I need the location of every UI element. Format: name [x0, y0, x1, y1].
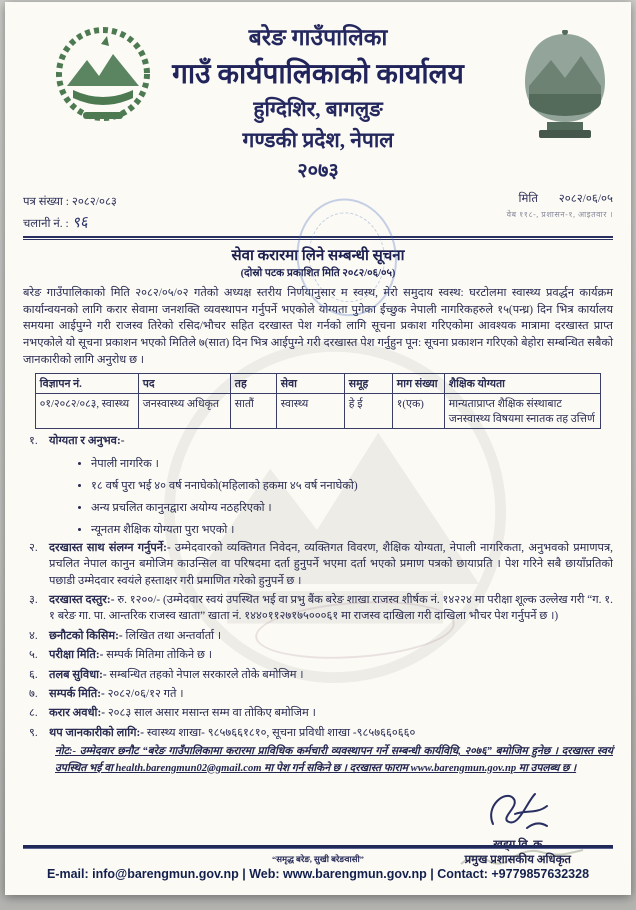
cell-level: सातौं [230, 393, 276, 428]
list-item-exam-date [29, 647, 613, 663]
document-page [5, 2, 631, 895]
notice-title: सेवा करारमा लिने सम्बन्धी सूचना [231, 248, 405, 264]
signer-designation: प्रमुख प्रशासकीय अधिकृत [464, 854, 571, 866]
header-divider [23, 236, 613, 240]
table-row [35, 393, 600, 428]
municipality-motto: “समृद्ध बरेङ, सुखी बरेङवासी” [272, 854, 364, 864]
list-item-contract-period [29, 705, 613, 721]
list-item-more-info [29, 725, 613, 741]
footer-divider [23, 845, 613, 849]
list-item-qualification [29, 433, 613, 449]
list-item-fee [29, 592, 613, 625]
cell-advertisement-no: ०१/२०८२/०८३, स्वास्थ्य [35, 393, 138, 428]
item-text: सम्बन्धित तहको नेपाल सरकारले तोके बमोजिम । [109, 668, 304, 681]
item-text: सम्पर्क मितिमा तोकिने छ । [106, 649, 213, 662]
col-group: समूह [344, 373, 392, 393]
address-line: हुग्दिशिर, बागलुङ [253, 97, 383, 121]
item-label: परीक्षा मिति:- [49, 649, 104, 662]
bullet-age: • १८ वर्ष पुरा भई ४० वर्ष ननाघेको(महिलाको हकमा ४५ वर्ष ननाघेको) [91, 478, 613, 493]
item-number: १. [29, 434, 38, 447]
item-label: छनौटको किसिम:- [49, 629, 123, 642]
establishment-year: २०७३ [297, 160, 339, 182]
contact-line: E-mail: info@barengmun.gov.np | Web: www.barengmun.gov.np | Contact: +9779857632328 [46, 867, 590, 881]
item-number: ३. [29, 594, 38, 607]
municipality-emblem-icon [513, 30, 617, 148]
letter-number: पत्र संख्या : २०८२/०८३ [23, 196, 117, 208]
item-number: ४. [29, 629, 38, 642]
province-line: गण्डकी प्रदेश, नेपाल [242, 128, 394, 152]
letter-meta [23, 191, 613, 232]
municipality-name: बरेङ गाउँपालिका [248, 25, 388, 50]
qualification-bullets [91, 456, 613, 537]
bullet-citizen: • नेपाली नागरिक । [91, 456, 613, 471]
office-name: गाउँ कार्यपालिकाको कार्यालय [172, 59, 464, 90]
item-text: २०८२/०६/१२ गते । [107, 687, 184, 700]
item-number: ५. [29, 649, 38, 662]
cell-group: हे ई [344, 393, 392, 428]
chalani-label: चलानी नं. : [23, 218, 69, 230]
page-footer [23, 845, 613, 881]
item-number: ६. [29, 668, 38, 681]
item-text: स्वास्थ्य शाखा- ९८५७६६१८१०, सूचना प्रविधी शाखा -९८५७६६०६६० [146, 726, 416, 739]
handwritten-signature [475, 784, 561, 836]
col-qualification: शैक्षिक योग्यता [444, 373, 600, 393]
item-number: ७. [29, 687, 38, 700]
date-value: २०८२/०६/०५ [558, 193, 613, 205]
item-label: थप जानकारीको लागि:- [49, 726, 145, 739]
cell-demand-count: १(एक) [392, 393, 444, 428]
item-label: योग्यता र अनुभव:- [49, 434, 125, 447]
item-label: सम्पर्क मिति:- [49, 687, 105, 700]
item-label: दरखास्त दस्तुर:- [49, 594, 115, 607]
list-item-contact-date [29, 686, 613, 702]
col-demand-count: माग संख्या [392, 373, 444, 393]
nepal-emblem-icon [53, 24, 153, 128]
list-item-documents [29, 540, 613, 589]
col-service: सेवा [276, 373, 344, 393]
item-text: लिखित तथा अन्तर्वार्ता । [125, 629, 222, 642]
note-paragraph: नोट:- उम्मेदवार छनौट “बरेङ गाउँपालिकामा करारमा प्राविधिक कर्मचारी व्यवस्थापन गर्ने सम्बन्धी कार्यविधि, २०७६” बमोजिम हुनेछ । दरखास्त स्वयं उपस्थित भई वा health.barengmun02@gmail.com मा पेश गर्न सकिने छ । दरखास्त फाराम www.barengmun.gov.np मा उपलब्ध छ । [55, 746, 613, 774]
letterhead [23, 16, 613, 183]
notice-subtitle: (दोस्रो पटक प्रकाशित मिति २०८२/०६/०५) [240, 268, 396, 279]
list-item-selection-type [29, 628, 613, 644]
item-text: उम्मेदवारको व्यक्तिगत निवेदन, व्यक्तिगत विवरण, शैक्षिक योग्यता, नेपाली नागरिकता, अनुभवको प्रमाणपत्र, प्रचलित नेपाल कानुन बमोजिम काउन्सिल वा परिषदमा दर्ता हुनुपर्ने भएमा दर्ता भएको प्रमाण पत्रको छायाप्रति । पेश गरिने सबै छायाँप्रतिको पछाडी उम्मेदवार स्वयंले हस्ताक्षर गरी प्रमाणित गरेको हुनुपर्ने छ । [49, 541, 614, 587]
table-header-row [35, 373, 600, 393]
vacancy-table [35, 373, 601, 429]
item-text: २०८३ साल असार मसान्त सम्म वा तोकिए बमोजिम । [107, 707, 316, 720]
bullet-education: • न्यूनतम शैक्षिक योग्यता पुरा भएको । [91, 522, 613, 537]
date-subline: वेब ११८-, प्रशासन-१, आइतवार । [506, 210, 613, 219]
cell-qualification: मान्यताप्राप्त शैक्षिक संस्थाबाट जनस्वास्थ्य विषयमा स्नातक तह उत्तिर्ण [444, 393, 600, 428]
cell-service: स्वास्थ्य [276, 393, 344, 428]
date-label: मिति [518, 193, 538, 205]
item-label: दरखास्त साथ संलग्न गर्नुपर्ने:- [49, 541, 171, 554]
list-item-salary [29, 667, 613, 683]
col-level: तह [230, 373, 276, 393]
item-label: करार अवधी:- [49, 707, 105, 720]
conditions-list [29, 433, 613, 777]
col-post: पद [138, 373, 230, 393]
cell-post: जनस्वास्थ्य अधिकृत [138, 393, 230, 428]
bullet-law: • अन्य प्रचलित कानुनद्वारा अयोग्य नठहरिएको । [91, 500, 613, 515]
chalani-handwritten-value: ९६ [70, 212, 88, 232]
col-advertisement-no: विज्ञापन नं. [35, 373, 138, 393]
item-text: रु. १२००/- (उम्मेदवार स्वयं उपस्थित भई वा प्रभु बैंक बरेङ शाखा राजस्व शीर्षक नं. १४२२४ मा परीक्षा शूल्क उल्लेख गरी “ग. १. १ बरेङ गा. पा. आन्तरिक राजस्व खाता” खाता नं. १४४०११२७१७५०००६१ मा राजस्व दाखिला गरी दाखिला भौचर पेश गर्नुपर्ने छ ।) [49, 594, 613, 623]
item-number: ९. [29, 726, 38, 739]
item-label: तलब सुविधा:- [49, 668, 107, 681]
item-number: २. [29, 541, 38, 554]
intro-paragraph: बरेङ गाउँपालिकाको मिति २०८२/०५/०२ गतेको अध्यक्ष स्तरीय निर्णयानुसार म स्वस्थ, मेरो समुदाय स्वस्थ: घरटोलमा स्वास्थ्य प्रवर्द्धन कार्यक्रम कार्यान्वयनको लागि करार सेवामा जनशक्ति व्यवस्थापन गर्नुपर्ने भएकोले योग्यता पुगेका ईच्छुक नेपाली नागरिकहरुले १५(पन्ध्र) दिन भित्र कार्यालय समयमा आईपुग्ने गरी राजस्व तिरेको रसिद/भौचर सहित दरखास्त पेश गर्नको लागि सूचना प्रकाश गरिएकोमा आवश्यक मात्रामा दरखास्त प्राप्त नभएकोले यो सूचना प्रकाशन भएको मितिले ७(सात) दिन भित्र आईपुग्ने गरी दरखास्त पेश गर्नुहुन पून: सूचना प्रकाशन गरिएको बेहोरा सम्बन्धित सबैको जानकारीको लागि अनुरोध छ । [23, 287, 613, 366]
item-number: ८. [29, 707, 38, 720]
